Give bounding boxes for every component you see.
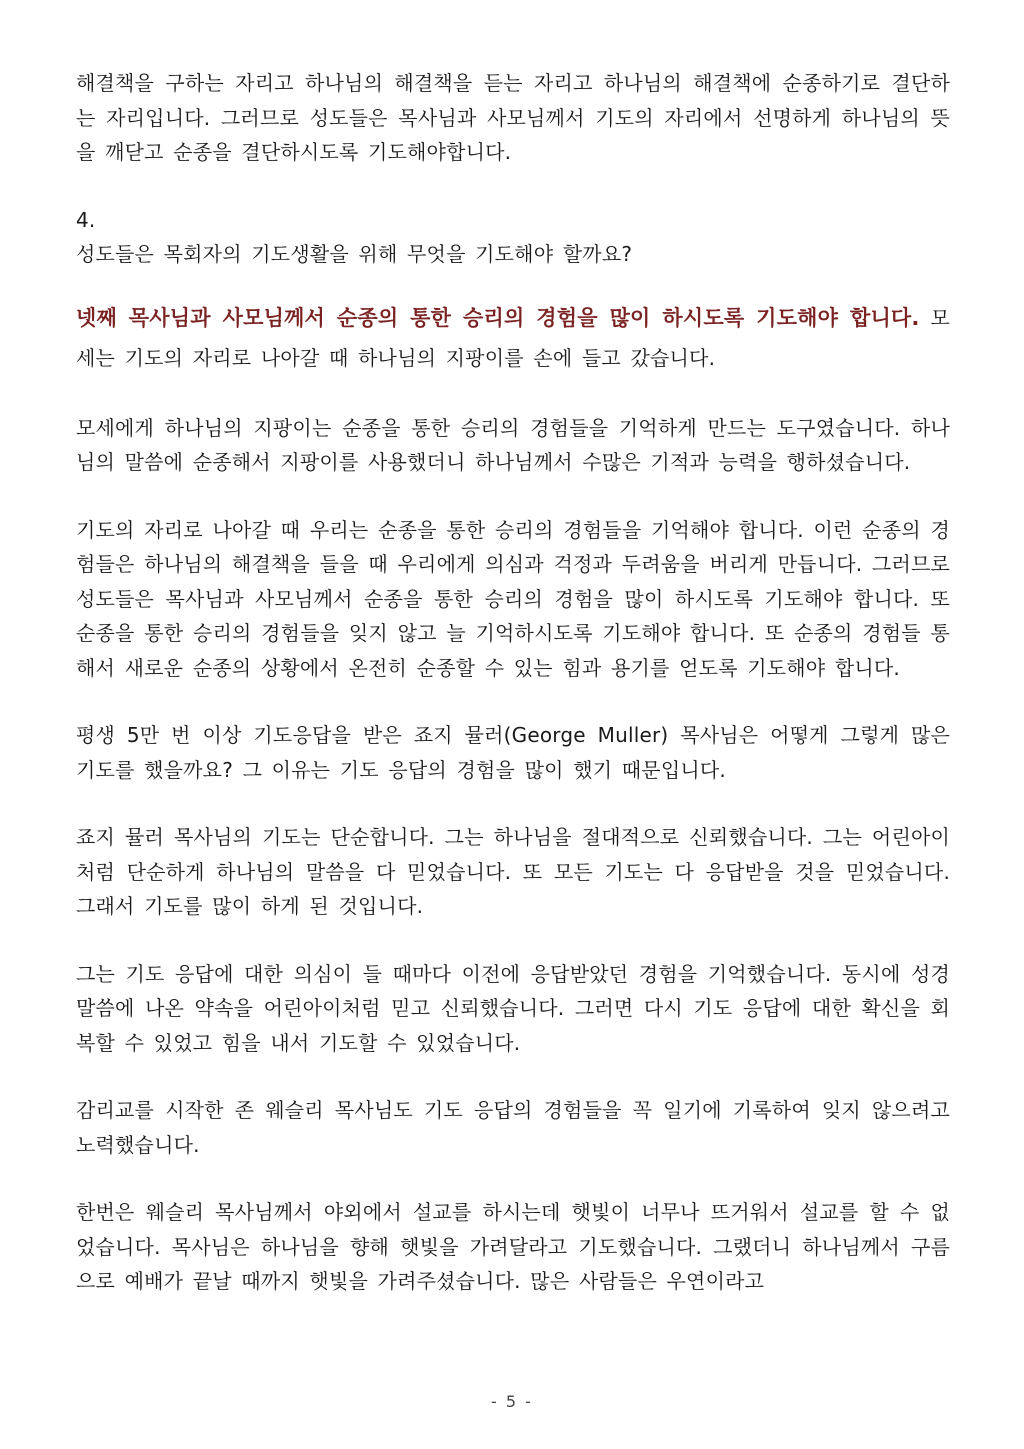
paragraph-moses-staff: 모세에게 하나님의 지팡이는 순종을 통한 승리의 경험들을 기억하게 만드는 도구였습니다. 하나님의 말씀에 순종해서 지팡이를 사용했더니 하나님께서 수많은 기적과 능력을 행하셨습니다. xyxy=(76,415,950,474)
page-number: - 5 - xyxy=(491,1392,533,1411)
paragraph-1: 해결책을 구하는 자리고 하나님의 해결책을 듣는 자리고 하나님의 해결책에 순종하기로 결단하는 자리입니다. 그러므로 성도들은 목사님과 사모님께서 기도의 자리에서 선명하게 하나님의 뜻을 깨닫고 순종을 결단하시도록 기도해야합니다. xyxy=(76,71,950,164)
paragraph-remember-obedience: 기도의 자리로 나아갈 때 우리는 순종을 통한 승리의 경험들을 기억해야 합니다. 이런 순종의 경험들은 하나님의 해결책을 들을 때 우리에게 의심과 걱정과 두려움을 버리게 만듭니다. 그러므로 성도들은 목사님과 사모님께서 순종을 통한 승리의 경험을 많이 하시도록 기도해야 합니다. 또 순종을 통한 승리의 경험들을 잊지 않고 늘 기억하시도록 기도해야 합니다. 또 순종의 경험들 통해서 새로운 순종의 상황에서 온전히 순종할 수 있는 힘과 용기를 얻도록 기도해야 합니다. xyxy=(76,517,950,680)
paragraph-muller-doubt: 그는 기도 응답에 대한 의심이 들 때마다 이전에 응답받았던 경험을 기억했습니다. 동시에 성경말씀에 나온 약속을 어린아이처럼 믿고 신뢰했습니다. 그러면 다시 기도 응답에 대한 확신을 회복할 수 있었고 힘을 내서 기도할 수 있었습니다. xyxy=(76,961,950,1055)
paragraph-muller-prayer: 죠지 뮬러 목사님의 기도는 단순합니다. 그는 하나님을 절대적으로 신뢰했습니다. 그는 어린아이처럼 단순하게 하나님의 말씀을 다 믿었습니다. 또 모든 기도는 다 응답받을 것을 믿었습니다. 그래서 기도를 많이 하게 된 것입니다. xyxy=(76,825,950,918)
paragraph-wesley-sunlight: 한번은 웨슬리 목사님께서 야외에서 설교를 하시는데 햇빛이 너무나 뜨거워서 설교를 할 수 없었습니다. 목사님은 하나님을 향해 햇빛을 가려달라고 기도했습니다. 그랬더니 하나님께서 구름으로 예배가 끝날 때까지 햇빛을 가려주셨습니다. 많은 사람들은 우연이라고 xyxy=(76,1200,950,1293)
section-question: 성도들은 목회자의 기도생활을 위해 무엇을 기도해야 할까요? xyxy=(76,242,633,266)
emphasis-paragraph-rest: 모세는 기도의 자리로 나아갈 때 하나님의 지팡이를 손에 들고 갔습니다. xyxy=(76,305,951,370)
section-number: 4. xyxy=(76,207,96,232)
document-body xyxy=(76,66,950,1332)
paragraph-wesley-journal: 감리교를 시작한 존 웨슬리 목사님도 기도 응답의 경험들을 꼭 일기에 기록하여 잊지 않으려고 노력했습니다. xyxy=(76,1098,950,1157)
emphasis-heading: 넷째 목사님과 사모님께서 순종의 통한 승리의 경험을 많이 하시도록 기도해야 합니다. xyxy=(76,305,920,330)
paragraph-george-muller: 평생 5만 번 이상 기도응답을 받은 죠지 뮬러(George Muller) 목사님은 어떻게 그렇게 많은 기도를 했을까요? 그 이유는 기도 응답의 경험을 많이 했기 때문입니다. xyxy=(76,723,950,782)
paragraph-emphasis xyxy=(76,298,950,378)
